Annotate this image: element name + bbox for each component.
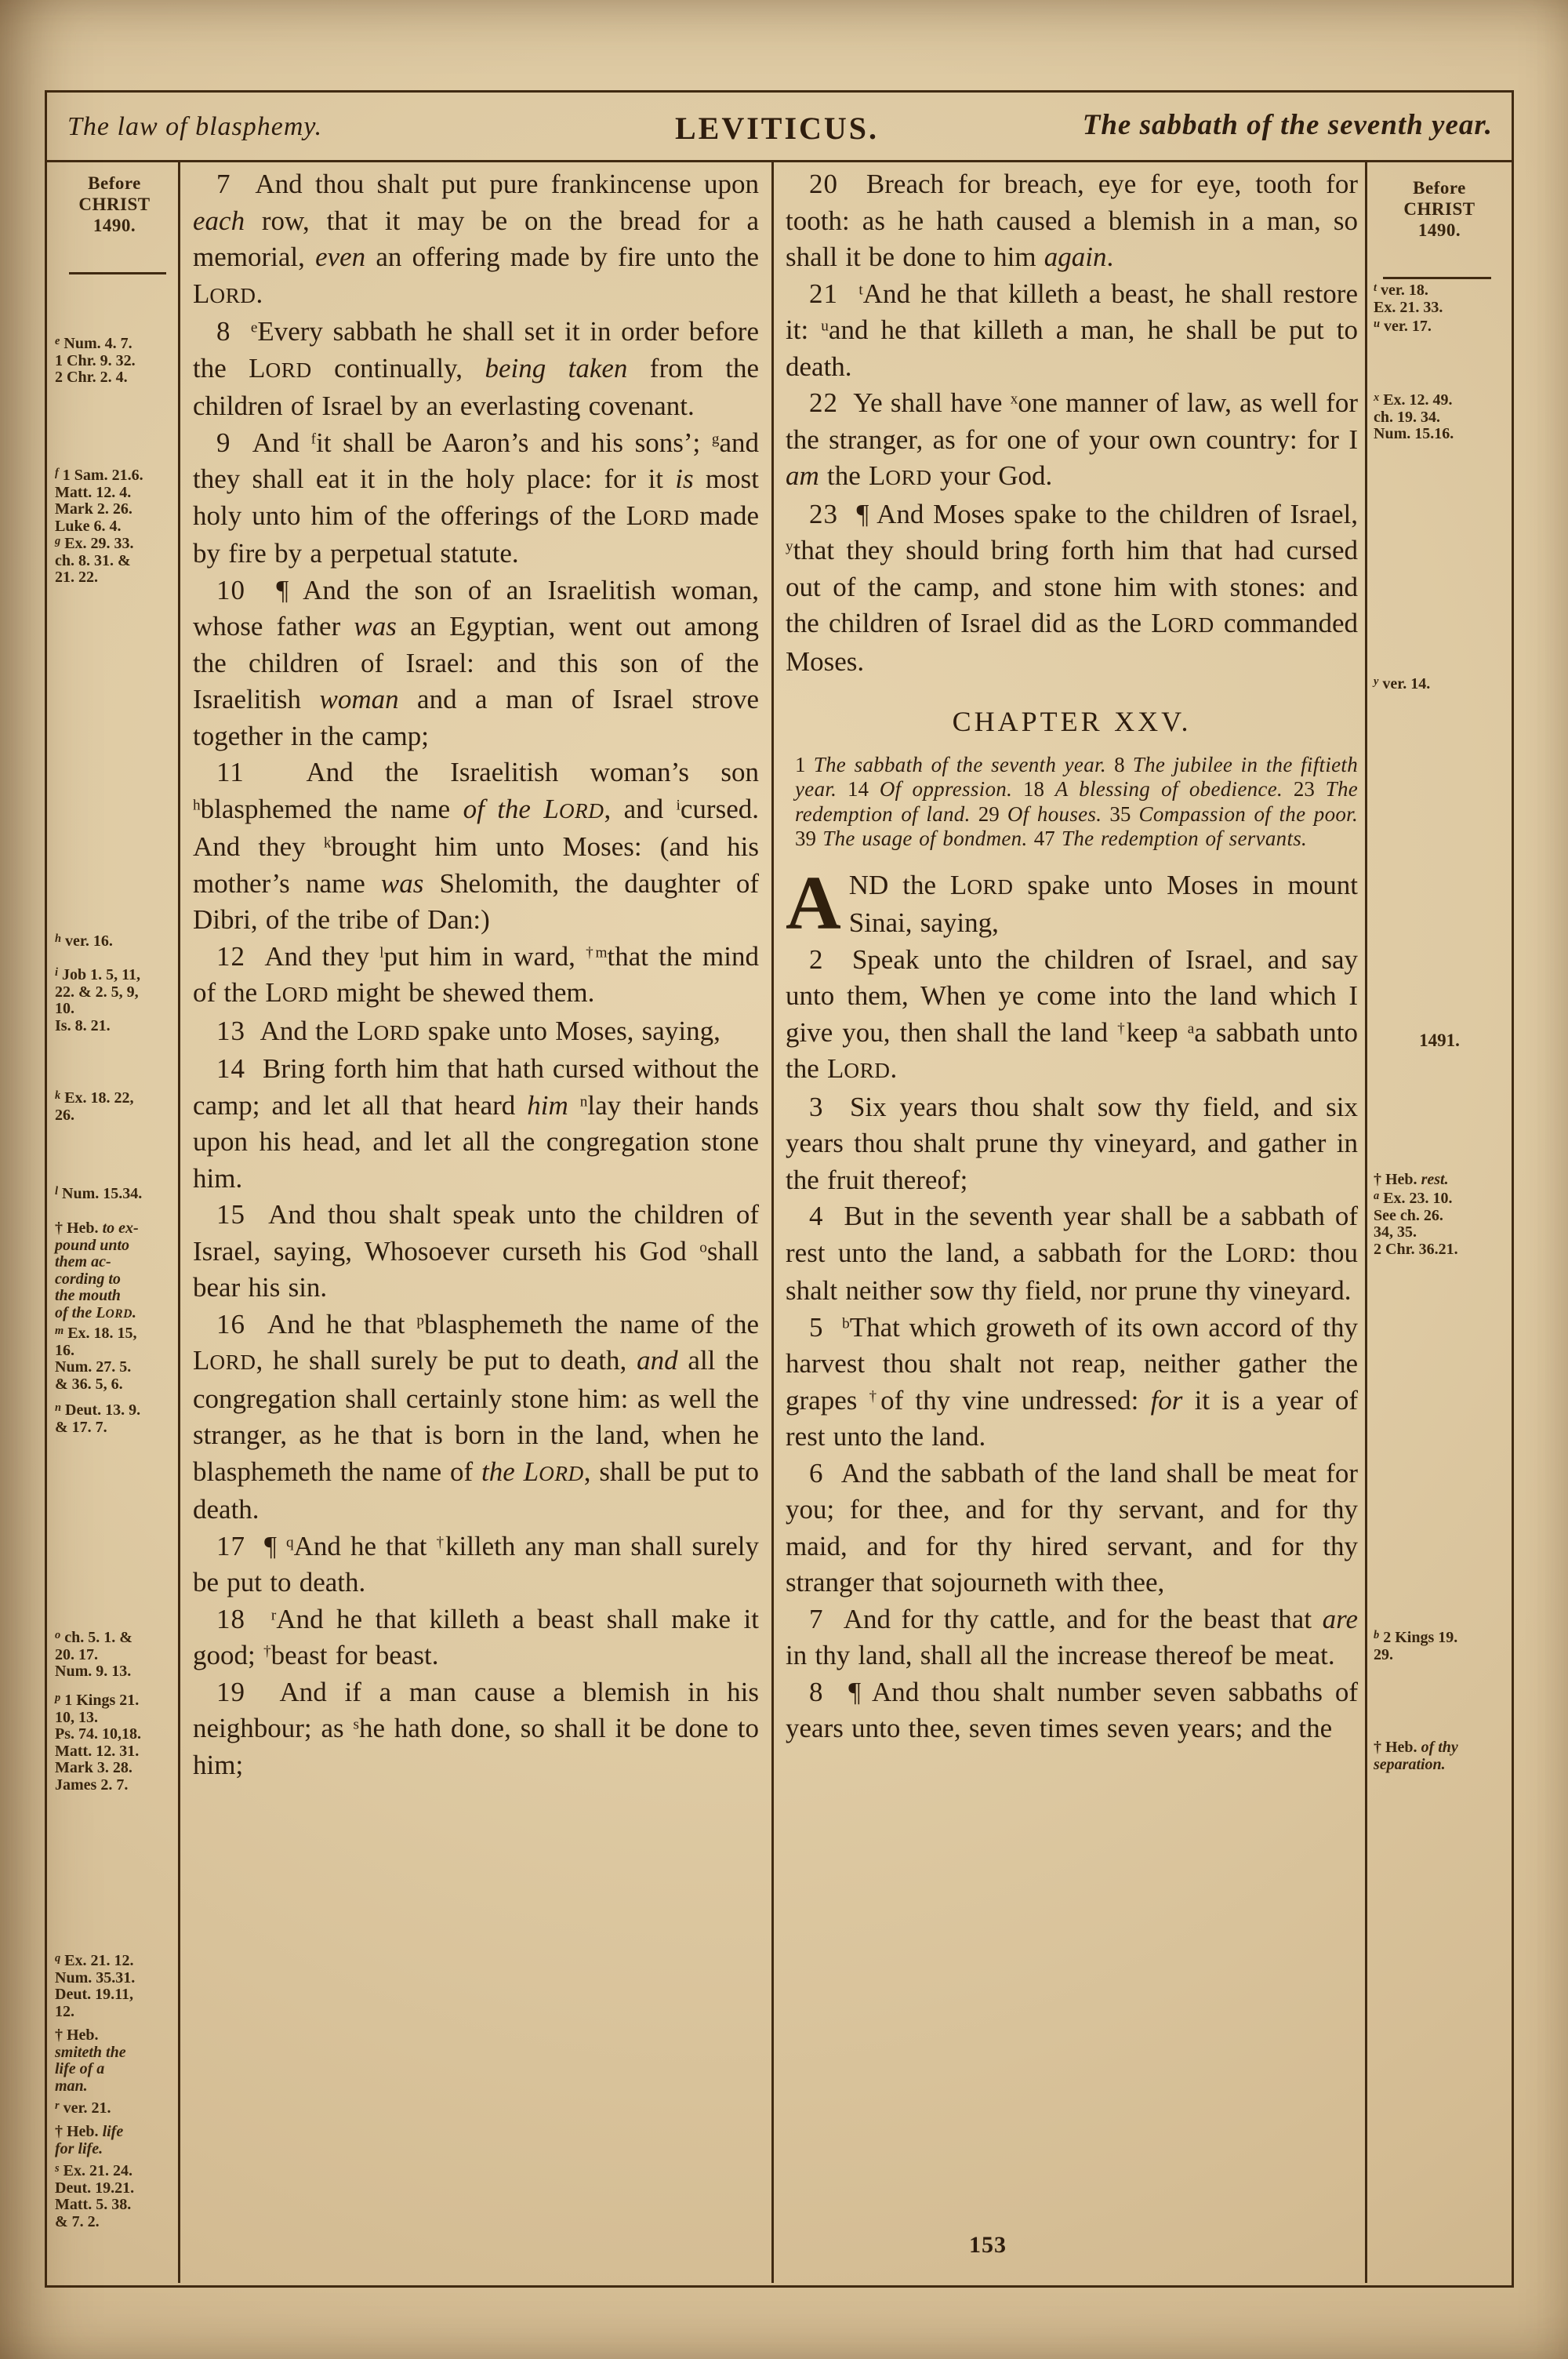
chapter-heading: CHAPTER XXV. (952, 706, 1192, 737)
margin-note: $^e$ Num. 4. 7. 1 Chr. 9. 32. 2 Chr. 2. 4. (55, 334, 136, 386)
margin-note: $^n$ Deut. 13. 9. & 17. 7. (55, 1401, 141, 1436)
verse-3: 3 Six years thou shalt sow thy field, and six years thou shalt prune thy vineyard, and gather in the fruit thereof; (786, 1091, 1358, 1195)
book-title: LEVITICUS. (674, 111, 880, 146)
drop-cap: A (786, 860, 841, 946)
verse-9: 9 And $^f$it shall be Aaron’s and his sons’; $^g$and they shall eat it in the holy place: for it is most holy unto him of the offerings of the LORD made by fire by a perpetual statute. (193, 427, 759, 569)
margin-note: $^a$ Ex. 23. 10. See ch. 26. 34, 35. 2 Chr. 36.21. (1374, 1189, 1458, 1258)
margin-note: $^m$ Ex. 18. 15, 16. Num. 27. 5. & 36. 5, 6. (55, 1324, 137, 1393)
verse-1-text: ND the LORD spake unto Moses in mount Sinai, saying, (848, 869, 1359, 938)
margin-note: $^t$ ver. 18. Ex. 21. 33. (1374, 281, 1443, 316)
margin-note: † Heb. of thy separation. (1374, 1739, 1458, 1773)
center-column-divider (771, 162, 774, 2283)
running-head-right: The sabbath of the seventh year. (1082, 109, 1493, 141)
verse-8: 8 $^e$Every sabbath he shall set it in order before the LORD continually, being taken from the children of Israel by an everlasting covenant. (193, 316, 760, 421)
margin-note: $^y$ ver. 14. (1374, 674, 1431, 692)
margin-note: $^u$ ver. 17. (1374, 317, 1432, 335)
margin-note: † Heb. smiteth the life of a man. (55, 2026, 126, 2095)
left-margin (55, 0, 174, 2359)
margin-note: † Heb. rest. (1374, 1171, 1449, 1188)
running-head-left: The law of blasphemy. (67, 112, 323, 141)
margin-note: $^p$ 1 Kings 21. 10, 13. Ps. 74. 10,18. Matt. 12. 31. Mark 3. 28. James 2. 7. (55, 1691, 141, 1794)
margin-note: $^r$ ver. 21. (55, 2099, 111, 2117)
verse-23: 23 ¶ And Moses spake to the children of Israel, $^y$that they should bring forth him that had cursed out of the camp, and stone him with stones: and the children of Israel did as the LORD commanded Moses. (786, 498, 1358, 677)
margin-note: 1491. (1419, 1030, 1460, 1050)
margin-note: $^k$ Ex. 18. 22, 26. (55, 1089, 134, 1124)
verse-13: 13 And the LORD spake unto Moses, saying, (216, 1015, 720, 1046)
right-column-divider (1365, 162, 1367, 2283)
verse-1 (786, 860, 1359, 946)
margin-note: $^g$ Ex. 29. 33. ch. 8. 31. & 21. 22. (55, 534, 134, 586)
verse-11: 11 And the Israelitish woman’s son $^h$blasphemed the name of the LORD, and $^i$cursed. And they $^k$brought him unto Moses: (and his mother’s name was Shelomith, the daughter of Dibri, of the tribe of Dan:) (193, 757, 759, 935)
verse-18: 18 $^r$And he that killeth a beast shall make it good; †beast for beast. (193, 1603, 759, 1670)
margin-note: $^q$ Ex. 21. 12. Num. 35.31. Deut. 19.11, 12. (55, 1951, 136, 2020)
verse-17: 17 ¶ $^q$And he that †killeth any man shall surely be put to death. (193, 1530, 760, 1598)
left-column-divider (178, 162, 180, 2283)
column-2-verses-top (786, 166, 1358, 680)
verse-22: 22 Ye shall have $^x$one manner of law, as well for the stranger, as for one of your own country: for I am the LORD your God. (786, 387, 1358, 491)
verse-7: 7 And for thy cattle, and for the beast that are in thy land, shall all the increase thereof be meat. (786, 1603, 1358, 1670)
margin-note: $^s$ Ex. 21. 24. Deut. 19.21. Matt. 5. 38. & 7. 2. (55, 2161, 135, 2230)
verse-10: 10 ¶ And the son of an Israelitish woman, whose father was an Egyptian, went out among the children of Israel: and this son of the Israelitish woman and a man of Israel strove together in the camp; (193, 574, 759, 751)
column-2-verses-rest (786, 942, 1358, 1747)
verse-14: 14 Bring forth him that hath cursed without the camp; and let all that heard him $^n$lay their hands upon his head, and let all the congregation stone him. (193, 1053, 759, 1194)
margin-note: † Heb. to ex- pound unto them ac- cording to the mouth of the LORD. (55, 1219, 139, 1321)
verse-8: 8 ¶ And thou shalt number seven sabbaths of years unto thee, seven times seven years; and the (786, 1676, 1358, 1743)
column-1 (193, 166, 759, 1783)
margin-note: $^i$ Job 1. 5, 11, 22. & 2. 5, 9, 10. Is. 8. 21. (55, 965, 141, 1034)
margin-note: $^l$ Num. 15.34. (55, 1184, 143, 1202)
margin-note: $^o$ ch. 5. 1. & 20. 17. Num. 9. 13. (55, 1628, 132, 1680)
verse-7: 7 And thou shalt put pure frankincense upon each row, that it may be on the bread for a memorial, even an offering made by fire unto the LORD. (193, 169, 759, 309)
verse-21: 21 $^t$And he that killeth a beast, he shall restore it: $^u$and he that killeth a man, he shall be put to death. (786, 278, 1358, 382)
verse-20: 20 Breach for breach, eye for eye, tooth for tooth: as he hath caused a blemish in a man, so shall it be done to him again. (786, 169, 1358, 272)
margin-note: $^x$ Ex. 12. 49. ch. 19. 34. Num. 15.16. (1374, 391, 1454, 442)
right-margin (1374, 0, 1505, 2359)
header-rule (45, 160, 1512, 162)
verse-2: 2 Speak unto the children of Israel, and say unto them, When ye come into the land which I give you, then shall the land †keep $^a$a sabbath unto the LORD. (786, 943, 1359, 1084)
before-christ-heading-left: Before CHRIST 1490. (78, 173, 151, 235)
column-2 (786, 166, 1358, 1747)
verse-16: 16 And he that $^p$blasphemeth the name of the LORD, he shall surely be put to death, and all the congregation shall certainly stone him: as well the stranger, as he that is born in the land, when he blasphemeth the name of the LORD, shall be put to death. (193, 1308, 759, 1525)
verse-6: 6 And the sabbath of the land shall be meat for you; for thee, and for thy servant, and for thy maid, and for thy hired servant, and for thy stranger that sojourneth with thee, (786, 1457, 1358, 1598)
page-number: 153 (969, 2232, 1007, 2258)
margin-note: $^b$ 2 Kings 19. 29. (1374, 1628, 1458, 1663)
verse-5: 5 $^b$That which groweth of its own accord of thy harvest thou shalt not reap, neither gather the grapes †of thy vine undressed: for it is a year of rest unto the land. (786, 1311, 1358, 1452)
verse-15: 15 And thou shalt speak unto the children of Israel, saying, Whosoever curseth his God $^o$shall bear his sin. (193, 1199, 759, 1303)
verse-19: 19 And if a man cause a blemish in his neighbour; as $^s$he hath done, so shall it be done to him; (193, 1676, 760, 1780)
margin-note: $^f$ 1 Sam. 21.6. Matt. 12. 4. Mark 2. 26. Luke 6. 4. (55, 466, 143, 535)
chapter-summary: 1 The sabbath of the seventh year. 8 The jubilee in the fiftieth year. 14 Of oppression. 18 A blessing of obedience. 23 The redemption of land. 29 Of houses. 35 Compassion of the poor. 39 The usage of bondmen. 47 The redemption of servants. (795, 752, 1359, 850)
verse-12: 12 And they $^l$put him in ward, $^{\dagger m}$that the mind of the LORD might be shewed them. (193, 940, 759, 1008)
before-christ-heading-right: Before CHRIST 1490. (1403, 178, 1475, 240)
margin-note: † Heb. life for life. (55, 2123, 124, 2157)
verse-4: 4 But in the seventh year shall be a sabbath of rest unto the land, a sabbath for the LORD: thou shalt neither sow thy field, nor prune thy vineyard. (786, 1201, 1358, 1306)
margin-note: $^h$ ver. 16. (55, 932, 113, 950)
